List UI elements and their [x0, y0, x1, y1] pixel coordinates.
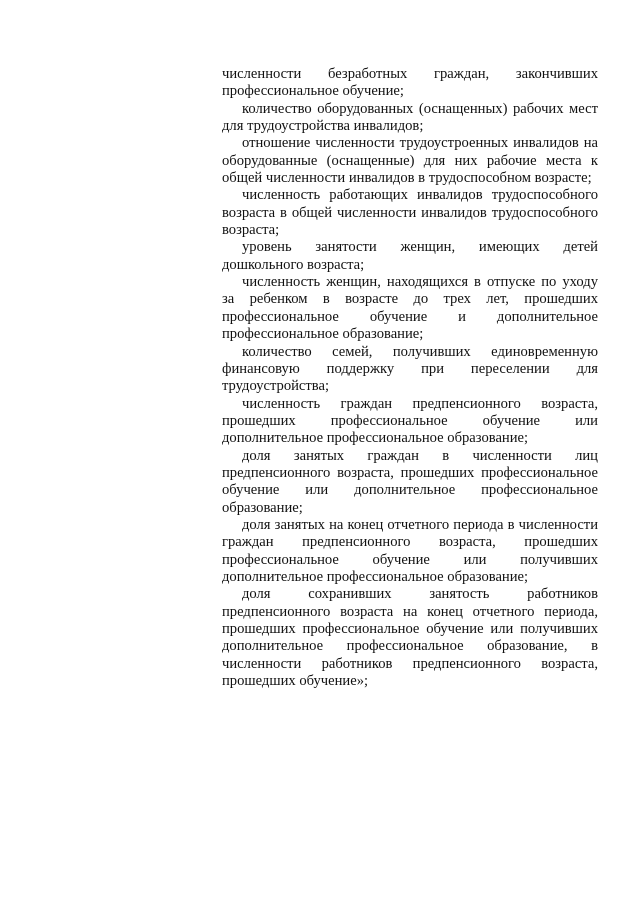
document-body [222, 66, 598, 690]
paragraph-prepension-retained-share: доля сохранивших занятость работников предпенсионного возраста на конец отчетного периода, прошедших профессиональное обучение или получивших дополнительное профессиональное образование, в численности работников предпенсионного возраста, прошедших обучение»; [222, 586, 598, 690]
paragraph-prepension-period-end-share: доля занятых на конец отчетного периода в численности граждан предпенсионного возраста, прошедших профессиональное обучение или получивших дополнительное профессиональное образование; [222, 516, 598, 585]
paragraph-equipped-workplaces: количество оборудованных (оснащенных) рабочих мест для трудоустройства инвалидов; [222, 100, 598, 135]
paragraph-working-disabled: численность работающих инвалидов трудоспособного возраста в общей численности инвалидов трудоспособного возраста; [222, 187, 598, 239]
paragraph-family-relocation: количество семей, получивших единовременную финансовую поддержку при переселении для трудоустройства; [222, 343, 598, 395]
paragraph-disabled-employment-ratio: отношение численности трудоустроенных инвалидов на оборудованные (оснащенные) для них рабочие места к общей численности инвалидов в трудоспособном возрасте; [222, 135, 598, 187]
paragraph-unemployed-trained: численности безработных граждан, закончивших профессиональное обучение; [222, 66, 598, 100]
paragraph-prepension-employed-share: доля занятых граждан в численности лиц предпенсионного возраста, прошедших профессиональное обучение или дополнительное профессиональное образование; [222, 447, 598, 516]
paragraph-women-employment: уровень занятости женщин, имеющих детей дошкольного возраста; [222, 239, 598, 273]
paragraph-prepension-trained: численность граждан предпенсионного возраста, прошедших профессиональное обучение или дополнительное профессиональное образование; [222, 395, 598, 447]
paragraph-women-parental-leave: численность женщин, находящихся в отпуске по уходу за ребенком в возрасте до трех лет, прошедших профессиональное обучение и дополнительное профессиональное образование; [222, 274, 598, 343]
